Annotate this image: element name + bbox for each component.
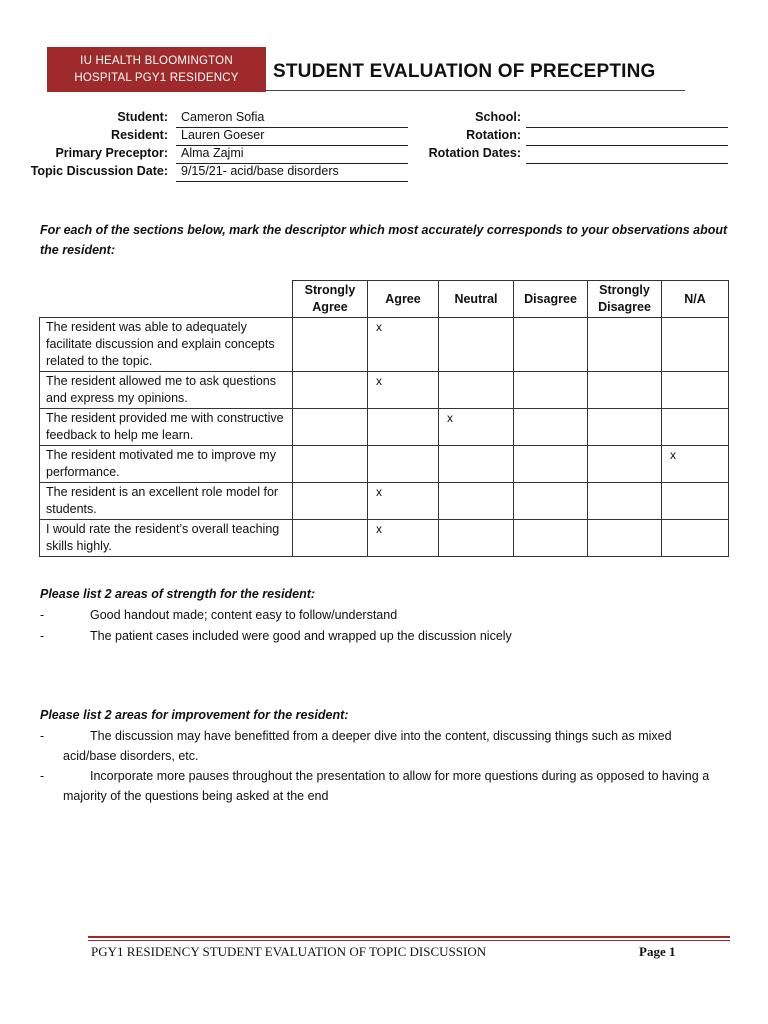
rating-cell[interactable] [293,483,368,520]
school-underline [526,127,728,128]
preceptor-label: Primary Preceptor: [55,146,168,160]
rating-cell[interactable] [588,318,662,372]
improvements-heading: Please list 2 areas for improvement for the resident: [40,708,349,722]
strength-item [40,605,730,625]
topic-date-underline [176,181,408,182]
statement-cell: The resident motivated me to improve my performance. [40,446,293,483]
column-header: Strongly Agree [293,281,368,318]
evaluation-table [39,280,729,557]
rating-cell[interactable] [293,409,368,446]
improvement-text: Incorporate more pauses throughout the presentation to allow for more questions during as opposed to having a [90,769,710,783]
school-label: School: [475,110,521,124]
statement-cell: The resident was able to adequately facilitate discussion and explain concepts related to the topic. [40,318,293,372]
statement-cell: The resident is an excellent role model for students. [40,483,293,520]
rating-cell[interactable] [439,520,514,557]
rating-cell[interactable] [662,409,729,446]
rating-cell[interactable] [588,409,662,446]
table-row [40,372,729,409]
rating-cell[interactable] [368,409,439,446]
topic-date-value: 9/15/21- acid/base disorders [181,164,339,178]
rating-cell[interactable] [662,520,729,557]
bullet-dash: - [40,629,45,643]
improvement-continuation: acid/base disorders, etc. [63,749,199,763]
footer-title: PGY1 RESIDENCY STUDENT EVALUATION OF TOPIC DISCUSSION [91,944,487,959]
rating-cell[interactable] [514,409,588,446]
organization-logo-box [47,47,266,92]
rating-cell[interactable]: x [439,409,514,446]
rating-cell[interactable] [368,446,439,483]
rating-cell[interactable] [439,446,514,483]
rating-cell[interactable] [588,372,662,409]
footer-rule-thin [88,940,730,941]
strengths-heading: Please list 2 areas of strength for the resident: [40,587,316,601]
improvement-continuation: majority of the questions being asked at the end [63,789,329,803]
footer-rule [88,936,730,938]
table-header-row [40,281,729,318]
rating-cell[interactable] [514,318,588,372]
rating-cell[interactable] [293,372,368,409]
rotation-underline [526,145,728,146]
column-header: Disagree [514,281,588,318]
table-row [40,409,729,446]
table-header-blank [40,281,293,318]
rating-cell[interactable] [439,483,514,520]
rating-cell[interactable] [662,318,729,372]
table-row [40,446,729,483]
rating-cell[interactable] [439,372,514,409]
column-header: N/A [662,281,729,318]
rotation-label: Rotation: [466,128,521,142]
rating-cell[interactable]: x [368,520,439,557]
rating-cell[interactable]: x [368,318,439,372]
table-row [40,483,729,520]
improvement-item [40,766,740,786]
table-row [40,318,729,372]
bullet-dash: - [40,608,45,622]
resident-value: Lauren Goeser [181,128,265,142]
rating-cell[interactable] [588,483,662,520]
title-underline [266,90,685,91]
bullet-dash: - [40,729,45,743]
rating-cell[interactable] [588,520,662,557]
rating-cell[interactable] [662,483,729,520]
rating-cell[interactable]: x [662,446,729,483]
instructions-text: For each of the sections below, mark the descriptor which most accurately corresponds to your observations about the resident: [40,223,728,257]
org-name-line1: IU HEALTH BLOOMINGTON [80,55,233,67]
strength-text: The patient cases included were good and wrapped up the discussion nicely [90,629,512,643]
rating-cell[interactable] [514,483,588,520]
org-name-line2: HOSPITAL PGY1 RESIDENCY [74,72,239,84]
improvement-item [40,726,740,746]
rotation-dates-underline [526,163,728,164]
strength-text: Good handout made; content easy to follow/understand [90,608,398,622]
column-header: Neutral [439,281,514,318]
column-header: Strongly Disagree [588,281,662,318]
table-row [40,520,729,557]
student-value: Cameron Sofia [181,110,265,124]
rating-cell[interactable] [293,520,368,557]
rating-cell[interactable] [293,446,368,483]
improvement-text: The discussion may have benefitted from a deeper dive into the content, discussing things such as mixed [90,729,672,743]
rating-cell[interactable] [293,318,368,372]
rating-cell[interactable]: x [368,372,439,409]
rating-cell[interactable] [588,446,662,483]
preceptor-value: Alma Zajmi [181,146,244,160]
student-label: Student: [117,110,168,124]
rotation-dates-label: Rotation Dates: [428,146,521,160]
rating-cell[interactable] [514,372,588,409]
bullet-dash: - [40,769,45,783]
rating-cell[interactable] [514,446,588,483]
statement-cell: The resident provided me with constructive feedback to help me learn. [40,409,293,446]
rating-cell[interactable]: x [368,483,439,520]
statement-cell: The resident allowed me to ask questions and express my opinions. [40,372,293,409]
topic-date-label: Topic Discussion Date: [30,164,168,178]
column-header: Agree [368,281,439,318]
rating-cell[interactable] [514,520,588,557]
statement-cell: I would rate the resident’s overall teaching skills highly. [40,520,293,557]
page-title: STUDENT EVALUATION OF PRECEPTING [273,61,656,82]
rating-cell[interactable] [439,318,514,372]
strength-item [40,626,730,646]
rating-cell[interactable] [662,372,729,409]
page-number: Page 1 [639,944,676,959]
resident-label: Resident: [111,128,168,142]
